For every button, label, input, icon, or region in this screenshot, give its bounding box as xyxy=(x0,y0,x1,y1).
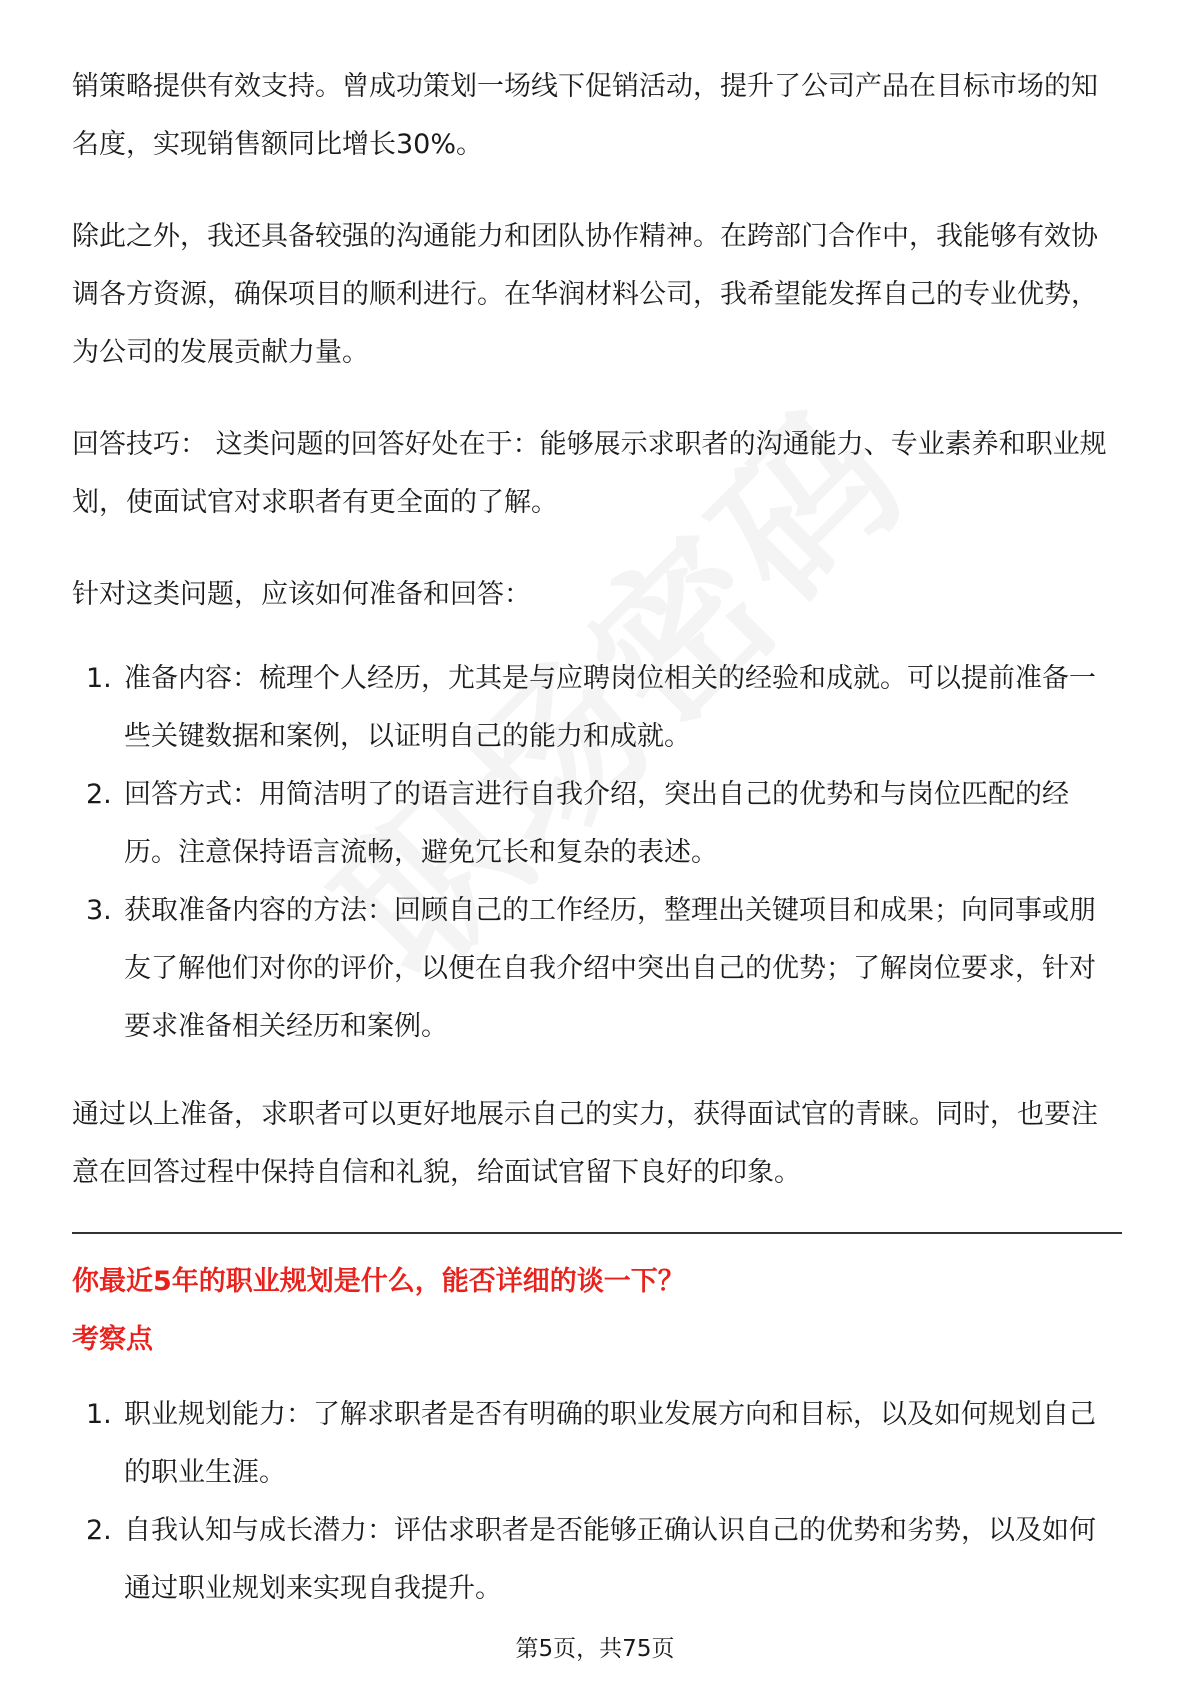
paragraph: 通过以上准备，求职者可以更好地展示自己的实力，获得面试官的青睐。同时，也要注意在回答过程中保持自信和礼貌，给面试官留下良好的印象。 xyxy=(72,1099,1098,1188)
page-number: 第5页，共75页 xyxy=(515,1636,675,1662)
list-item-text: 自我认知与成长潜力：评估求职者是否能够正确认识自己的优势和劣势，以及如何通过职业规划来实现自我提升。 xyxy=(124,1515,1096,1604)
document-body xyxy=(72,58,1122,1618)
section-divider xyxy=(72,1232,1122,1234)
list-item xyxy=(72,650,1122,766)
list-number: 2. xyxy=(86,1515,112,1546)
list-item-text: 职业规划能力：了解求职者是否有明确的职业发展方向和目标，以及如何规划自己的职业生涯。 xyxy=(124,1399,1096,1488)
paragraph: 销策略提供有效支持。曾成功策划一场线下促销活动，提升了公司产品在目标市场的知名度，实现销售额同比增长30%。 xyxy=(72,71,1098,160)
list-item-text: 回答方式：用简洁明了的语言进行自我介绍，突出自己的优势和与岗位匹配的经历。注意保持语言流畅，避免冗长和复杂的表述。 xyxy=(124,779,1069,868)
list-item xyxy=(72,766,1122,882)
list-item xyxy=(72,1386,1122,1502)
list-item-text: 获取准备内容的方法：回顾自己的工作经历，整理出关键项目和成果；向同事或朋友了解他们对你的评价，以便在自我介绍中突出自己的优势；了解岗位要求，针对要求准备相关经历和案例。 xyxy=(124,895,1096,1042)
list-item xyxy=(72,1502,1122,1618)
list-item xyxy=(72,882,1122,1056)
list-number: 1. xyxy=(86,663,112,694)
paragraph: 针对这类问题，应该如何准备和回答： xyxy=(72,579,531,610)
assessment-points-list xyxy=(72,1386,1122,1618)
list-item-text: 准备内容：梳理个人经历，尤其是与应聘岗位相关的经验和成就。可以提前准备一些关键数据和案例，以证明自己的能力和成就。 xyxy=(124,663,1096,752)
preparation-list xyxy=(72,650,1122,1056)
paragraph: 除此之外，我还具备较强的沟通能力和团队协作精神。在跨部门合作中，我能够有效协调各方资源，确保项目的顺利进行。在华润材料公司，我希望能发挥自己的专业优势，为公司的发展贡献力量。 xyxy=(72,221,1098,368)
list-number: 3. xyxy=(86,895,112,926)
answer-tip-paragraph: 回答技巧： 这类问题的回答好处在于：能够展示求职者的沟通能力、专业素养和职业规划，使面试官对求职者有更全面的了解。 xyxy=(72,429,1107,518)
list-number: 1. xyxy=(86,1399,112,1430)
subheading: 考察点 xyxy=(72,1324,153,1355)
list-number: 2. xyxy=(86,779,112,810)
question-heading: 你最近5年的职业规划是什么，能否详细的谈一下？ xyxy=(72,1266,685,1297)
